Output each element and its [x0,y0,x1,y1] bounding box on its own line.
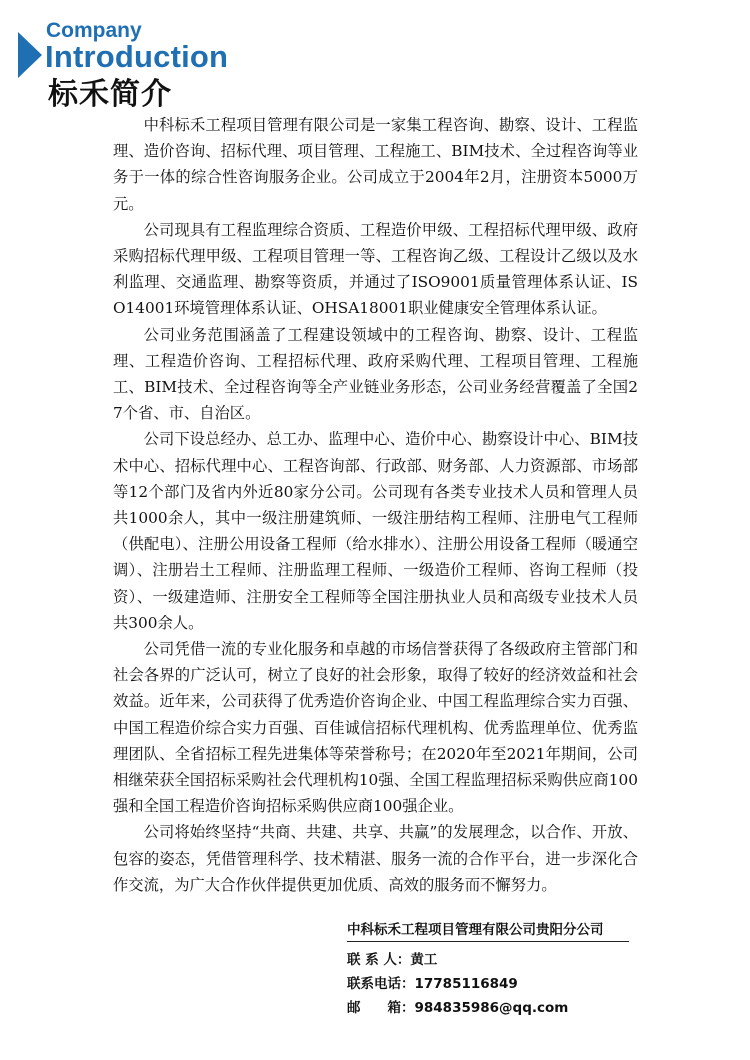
contact-signature [347,918,637,1020]
contact-person-label: 联 系 人： [347,952,411,968]
page-header [18,18,318,114]
contact-email-label: 邮 箱： [347,1000,415,1016]
paragraph-organization: 公司下设总经办、总工办、监理中心、造价中心、勘察设计中心、BIM技术中心、招标代理中心、工程咨询部、行政部、财务部、人力资源部、市场部等12个部门及省内外近80家分公司。公司现有各类专业技术人员和管理人员共1000余人，其中一级注册建筑师、一级注册结构工程师、注册电气工程师（供配电）、注册公用设备工程师（给水排水）、注册公用设备工程师（暖通空调）、注册岩土工程师、注册监理工程师、一级造价工程师、咨询工程师（投资）、一级建造师、注册安全工程师等全国注册执业人员和高级专业技术人员共300余人。 [113,430,638,632]
header-title-chinese: 标禾简介 [48,77,172,112]
contact-person-value: 黄工 [410,952,438,968]
contact-email-row [347,996,637,1020]
signature-company-name: 中科标禾工程项目管理有限公司贵阳分公司 [347,918,629,942]
paragraph-qualifications: 公司现具有工程监理综合资质、工程造价甲级、工程招标代理甲级、政府采购招标代理甲级、工程项目管理一等、工程咨询乙级、工程设计乙级以及水利监理、交通监理、勘察等资质，并通过了ISO9001质量管理体系认证、ISO14001环境管理体系认证、OHSA18001职业健康安全管理体系认证。 [113,220,638,318]
chevron-right-icon [18,32,42,78]
paragraph-overview: 中科标禾工程项目管理有限公司是一家集工程咨询、勘察、设计、工程监理、造价咨询、招标代理、项目管理、工程施工、BIM技术、全过程咨询等业务于一体的综合性咨询服务企业。公司成立于2004年2月，注册资本5000万元。 [113,116,638,213]
contact-phone-row [347,972,637,996]
paragraph-business-scope: 公司业务范围涵盖了工程建设领域中的工程咨询、勘察、设计、工程监理、工程造价咨询、工程招标代理、政府采购代理、工程项目管理、工程施工、BIM技术、全过程咨询等全产业链业务形态，公司业务经营覆盖了全国27个省、市、自治区。 [113,325,638,423]
paragraph-philosophy: 公司将始终坚持“共商、共建、共享、共赢”的发展理念，以合作、开放、包容的姿态，凭借管理科学、技术精湛、服务一流的合作平台，进一步深化合作交流，为广大合作伙伴提供更加优质、高效的服务而不懈努力。 [113,823,638,894]
contact-person-row [347,948,637,972]
introduction-body [113,112,638,898]
contact-email-value: 984835986@qq.com [414,1000,569,1016]
paragraph-honors: 公司凭借一流的专业化服务和卓越的市场信誉获得了各级政府主管部门和社会各界的广泛认可，树立了良好的社会形象，取得了较好的经济效益和社会效益。近年来，公司获得了优秀造价咨询企业、中国工程监理综合实力百强、中国工程造价综合实力百强、百佳诚信招标代理机构、优秀监理单位、优秀监理团队、全省招标工程先进集体等荣誉称号；在2020年至2021年期间，公司相继荣获全国招标采购社会代理机构10强、全国工程监理招标采购供应商100强和全国工程造价咨询招标采购供应商100强企业。 [113,640,638,816]
header-title-introduction: Introduction [45,39,229,74]
contact-phone-label: 联系电话： [347,976,415,992]
header-title-company: Company [46,19,142,42]
contact-phone-value: 17785116849 [414,976,518,992]
